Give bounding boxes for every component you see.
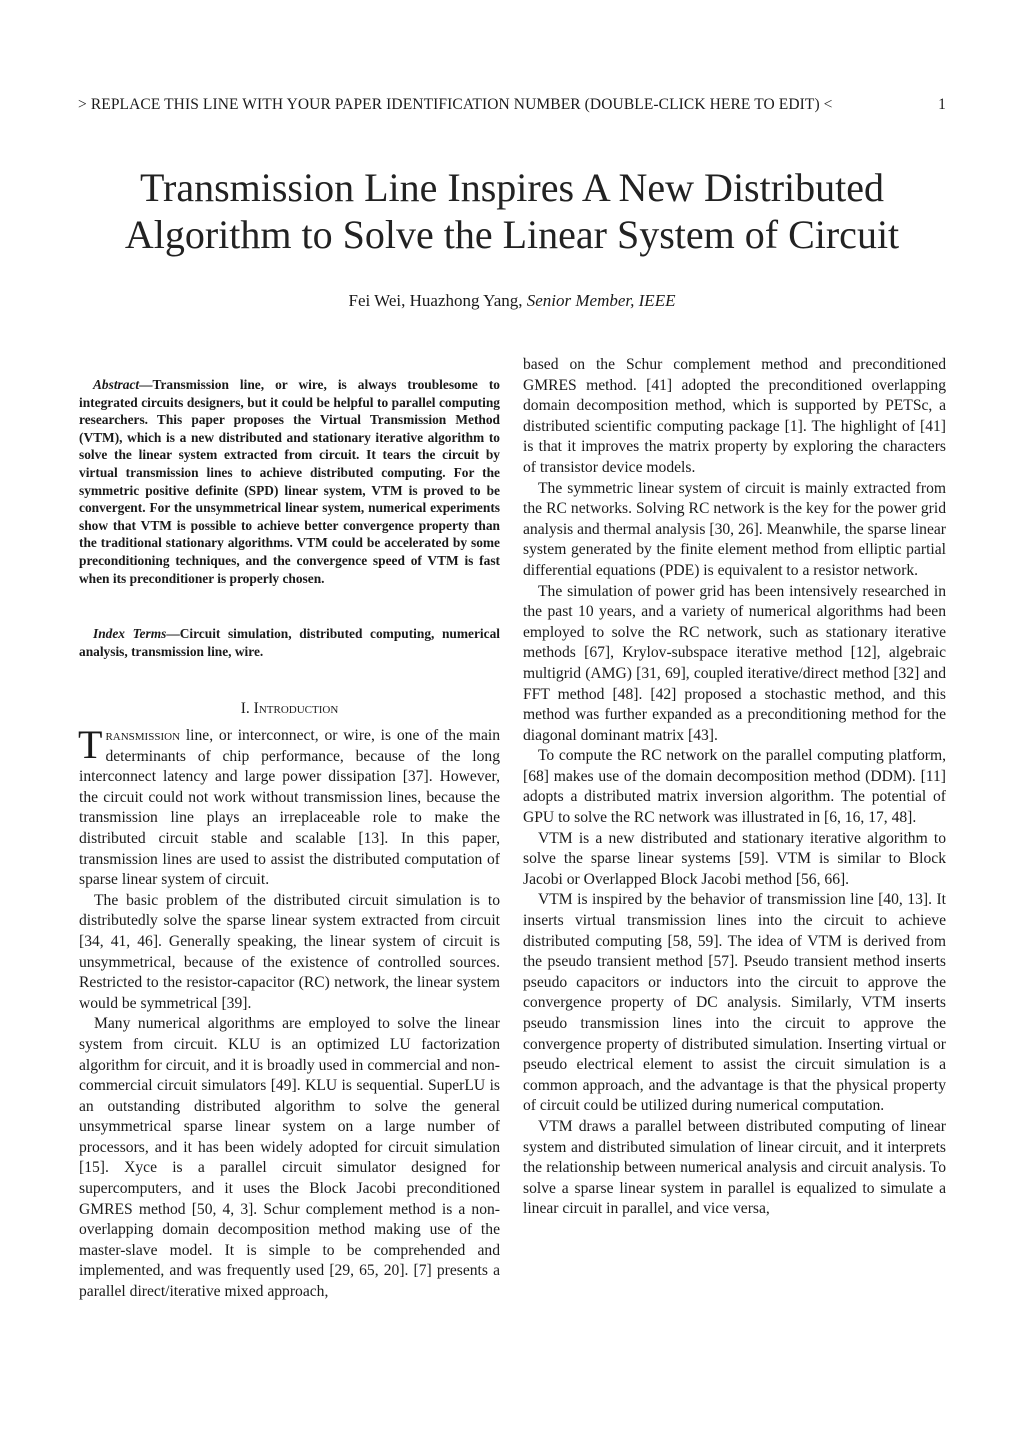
intro-first-word: ransmission: [105, 727, 181, 744]
right-paragraph-0: based on the Schur complement method and preconditioned GMRES method. [41] adopted the preconditioned overlapping domain decomposition method, which is supported by PETSc, a distributed scientific computing package [1]. The highlight of [41] is that it improves the matrix property by exploring the characters of transistor device models.: [523, 356, 946, 476]
title-line-2: Algorithm to Solve the Linear System of Circuit: [124, 212, 900, 257]
right-paragraph-5: VTM is inspired by the behavior of transmission line [40, 13]. It inserts virtual transmission lines into the circuit to achieve distributed computing [58, 59]. The idea of VTM is derived from the pseudo transient method [57]. Pseudo transient method inserts pseudo capacitors or inductors into the circuit to approve the convergence property of DC analysis. Similarly, VTM inserts pseudo transmission lines into the circuit to approve the convergence property of distributed simulation. Inserting virtual or pseudo electrical element to assist the circuit simulation is a common approach, and the advantage is that the physical property of circuit could be utilized during numerical computation.: [523, 891, 946, 1115]
abstract: [79, 376, 500, 587]
drop-cap: T: [78, 722, 103, 767]
right-paragraph-3: To compute the RC network on the parallel computing platform, [68] makes use of the domain decomposition method (DDM). [11] adopts a distributed matrix inversion algorithm. The potential of GPU to solve the RC network was illustrated in [6, 16, 17, 48].: [523, 747, 946, 827]
intro-paragraph-1: [78, 722, 500, 891]
index-terms-text: —Circuit simulation, distributed computing, numerical analysis, transmission line, wire.: [79, 626, 500, 659]
abstract-label: Abstract: [93, 377, 140, 392]
index-terms: [79, 625, 500, 660]
intro-paragraph-2: The basic problem of the distributed circuit simulation is to distributedly solve the sparse linear system extracted from circuit [34, 41, 46]. Generally speaking, the linear system of circuit is unsymmetrical, because of the existence of controlled sources. Restricted to the resistor-capacitor (RC) network, the linear system would be symmetrical [39].: [79, 891, 500, 1012]
page-number: 1: [938, 96, 946, 113]
right-paragraph-1: The symmetric linear system of circuit is mainly extracted from the RC networks. Solving RC network is the key for the power grid analysis and thermal analysis [30, 26]. Meanwhile, the sparse linear system generated by the finite element method from elliptic partial differential equations (PDE) is equivalent to a resistor network.: [523, 479, 946, 579]
section-heading-introduction: [79, 700, 500, 718]
introduction-body: [78, 722, 500, 1303]
section-title: Introduction: [253, 700, 339, 717]
right-paragraph-4: VTM is a new distributed and stationary iterative algorithm to solve the sparse linear systems [59]. VTM is similar to Block Jacobi or Overlapped Block Jacobi method [56, 66].: [523, 829, 946, 888]
right-paragraph-2: The simulation of power grid has been intensively researched in the past 10 years, and a variety of numerical algorithms had been employed to solve the RC network, such as stationary iterative methods [67], Krylov-subspace iterative method [12], algebraic multigrid (AMG) [31, 69], coupled iterative/direct method [32] and FFT method [48]. [42] proposed a stochastic method, and this method was further expanded as a preconditioning method for the diagonal dominant matrix [43].: [523, 582, 946, 744]
author-names: Fei Wei, Huazhong Yang,: [348, 291, 527, 310]
right-paragraph-6: VTM draws a parallel between distributed computing of linear system and distributed simulation of linear circuit, and it interprets the relationship between numerical analysis and circuit analysis. To solve a sparse linear system in parallel is equalized to simulate a linear circuit in parallel, and vice versa,: [523, 1117, 946, 1218]
header-text: > REPLACE THIS LINE WITH YOUR PAPER IDENTIFICATION NUMBER (DOUBLE-CLICK HERE TO EDIT) <: [78, 96, 833, 113]
index-terms-label: Index Terms: [93, 626, 167, 641]
right-column: [523, 355, 946, 1220]
author-role: Senior Member, IEEE: [526, 291, 676, 310]
running-header: [78, 96, 946, 114]
intro-paragraph-3: Many numerical algorithms are employed to solve the linear system from circuit. KLU is an optimized LU factorization algorithm for circuit, and it is broadly used in commercial and non-commercial circuit simulators [49]. KLU is sequential. SuperLU is an outstanding distributed algorithm to solve the general unsymmetrical sparse linear system on a large number of processors, and it has been widely adopted for circuit simulation [15]. Xyce is a parallel circuit simulator designed for supercomputers, and it uses the Block Jacobi preconditioned GMRES method [50, 4, 3]. Schur complement method is a non-overlapping domain decomposition method making use of the master-slave model. It is simple to be comprehended and implemented, and was frequently used [29, 65, 20]. [7] presents a parallel direct/iterative mixed approach,: [79, 1015, 500, 1301]
section-number: I.: [240, 700, 254, 717]
title-line-1: Transmission Line Inspires A New Distributed: [139, 165, 885, 210]
abstract-text: —Transmission line, or wire, is always troublesome to integrated circuits designers, but it could be helpful to parallel computing researchers. This paper proposes the Virtual Transmission Method (VTM), which is a new distributed and stationary iterative algorithm to solve the linear system extracted from circuit. It tears the circuit by virtual transmission lines to achieve distributed computing. For the symmetric positive definite (SPD) linear system, VTM is proved to be convergent. For the unsymmetrical linear system, numerical experiments show that VTM is possible to achieve better convergence property than the traditional stationary algorithms. VTM could be accelerated by some preconditioning techniques, and the convergence speed of VTM is fast when its preconditioner is properly chosen.: [79, 377, 500, 586]
intro-paragraph-1-text: line, or interconnect, or wire, is one of the main determinants of chip performance, because of the long interconnect latency and large power dissipation [37]. However, the circuit could not work without transmission lines, because the transmission line plays an irreplaceable role to make the distributed circuit stable and scalable [13]. In this paper, transmission lines are used to assist the distributed computation of sparse linear system of circuit.: [79, 727, 500, 889]
author-line: [0, 291, 1024, 311]
paper-title: [0, 164, 1024, 258]
